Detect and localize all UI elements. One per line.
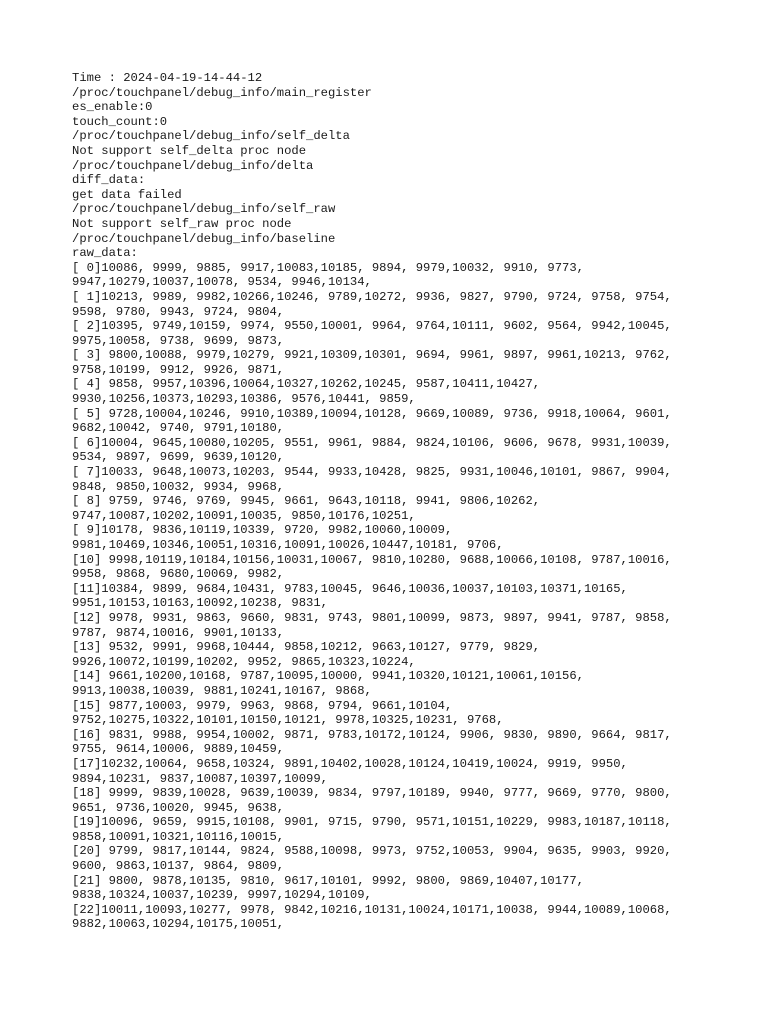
log-line: 9930,10256,10373,10293,10386, 9576,10441, 9859, — [72, 392, 416, 407]
log-line: /proc/touchpanel/debug_info/main_register — [72, 85, 372, 100]
log-line: [19]10096, 9659, 9915,10108, 9901, 9715, 9790, 9571,10151,10229, 9983,10187,10118, — [72, 815, 672, 830]
log-line: /proc/touchpanel/debug_info/baseline — [72, 231, 336, 246]
log-line: 9598, 9780, 9943, 9724, 9804, — [72, 304, 285, 319]
log-line: Not support self_delta proc node — [72, 143, 307, 158]
log-line: [ 3] 9800,10088, 9979,10279, 9921,10309,10301, 9694, 9961, 9897, 9961,10213, 9762, — [72, 348, 672, 363]
log-line: 9534, 9897, 9699, 9639,10120, — [72, 450, 285, 465]
log-line: 9858,10091,10321,10116,10015, — [72, 829, 285, 844]
log-line: [15] 9877,10003, 9979, 9963, 9868, 9794, 9661,10104, — [72, 698, 453, 713]
log-line: 9947,10279,10037,10078, 9534, 9946,10134, — [72, 275, 372, 290]
log-line: [17]10232,10064, 9658,10324, 9891,10402,10028,10124,10419,10024, 9919, 9950, — [72, 756, 628, 771]
log-line: /proc/touchpanel/debug_info/self_delta — [72, 129, 350, 144]
debug-log-document — [72, 71, 762, 932]
log-line: [ 4] 9858, 9957,10396,10064,10327,10262,10245, 9587,10411,10427, — [72, 377, 541, 392]
log-line: [16] 9831, 9988, 9954,10002, 9871, 9783,10172,10124, 9906, 9830, 9890, 9664, 9817, — [72, 727, 672, 742]
log-line: [22]10011,10093,10277, 9978, 9842,10216,10131,10024,10171,10038, 9944,10089,10068, — [72, 902, 672, 917]
log-line: [14] 9661,10200,10168, 9787,10095,10000, 9941,10320,10121,10061,10156, — [72, 669, 584, 684]
log-line: [ 1]10213, 9989, 9982,10266,10246, 9789,10272, 9936, 9827, 9790, 9724, 9758, 9754, — [72, 289, 672, 304]
log-line: [11]10384, 9899, 9684,10431, 9783,10045, 9646,10036,10037,10103,10371,10165, — [72, 581, 628, 596]
log-line: Time : 2024-04-19-14-44-12 — [72, 71, 263, 85]
log-line: 9838,10324,10037,10239, 9997,10294,10109, — [72, 888, 372, 903]
log-line: /proc/touchpanel/debug_info/delta — [72, 158, 314, 173]
log-line: 9787, 9874,10016, 9901,10133, — [72, 625, 285, 640]
log-line: 9975,10058, 9738, 9699, 9873, — [72, 333, 285, 348]
log-line: touch_count:0 — [72, 114, 168, 129]
log-line: 9651, 9736,10020, 9945, 9638, — [72, 800, 285, 815]
log-line: 9981,10469,10346,10051,10316,10091,10026,10447,10181, 9706, — [72, 538, 504, 552]
log-line: [13] 9532, 9991, 9968,10444, 9858,10212, 9663,10127, 9779, 9829, — [72, 640, 541, 655]
log-line: 9882,10063,10294,10175,10051, — [72, 917, 285, 932]
log-line: 9958, 9868, 9680,10069, 9982, — [72, 567, 285, 582]
log-line: [ 0]10086, 9999, 9885, 9917,10083,10185, 9894, 9979,10032, 9910, 9773, — [72, 260, 584, 275]
log-line: 9752,10275,10322,10101,10150,10121, 9978,10325,10231, 9768, — [72, 713, 504, 728]
log-line: [20] 9799, 9817,10144, 9824, 9588,10098, 9973, 9752,10053, 9904, 9635, 9903, 9920, — [72, 844, 672, 859]
log-line: [ 2]10395, 9749,10159, 9974, 9550,10001, 9964, 9764,10111, 9602, 9564, 9942,10045, — [72, 319, 672, 334]
log-line: [12] 9978, 9931, 9863, 9660, 9831, 9743, 9801,10099, 9873, 9897, 9941, 9787, 9858, — [72, 610, 672, 625]
log-line: es_enable:0 — [72, 100, 153, 115]
log-line: 9913,10038,10039, 9881,10241,10167, 9868, — [72, 683, 372, 698]
log-line: [ 9]10178, 9836,10119,10339, 9720, 9982,10060,10009, — [72, 523, 453, 538]
log-line: [ 5] 9728,10004,10246, 9910,10389,10094,10128, 9669,10089, 9736, 9918,10064, 9601, — [72, 406, 672, 421]
log-line: 9894,10231, 9837,10087,10397,10099, — [72, 771, 328, 786]
log-line: /proc/touchpanel/debug_info/self_raw — [72, 202, 336, 217]
log-line: 9755, 9614,10006, 9889,10459, — [72, 742, 285, 757]
log-line: [ 7]10033, 9648,10073,10203, 9544, 9933,10428, 9825, 9931,10046,10101, 9867, 9904, — [72, 465, 672, 480]
log-line: 9682,10042, 9740, 9791,10180, — [72, 421, 285, 436]
log-line: raw_data: — [72, 246, 138, 261]
log-line: [10] 9998,10119,10184,10156,10031,10067, 9810,10280, 9688,10066,10108, 9787,10016, — [72, 552, 672, 567]
log-line: 9926,10072,10199,10202, 9952, 9865,10323,10224, — [72, 654, 416, 669]
log-line: [18] 9999, 9839,10028, 9639,10039, 9834, 9797,10189, 9940, 9777, 9669, 9770, 9800, — [72, 786, 672, 801]
log-line: 9951,10153,10163,10092,10238, 9831, — [72, 596, 328, 611]
log-line: 9747,10087,10202,10091,10035, 9850,10176,10251, — [72, 508, 416, 523]
log-line: 9848, 9850,10032, 9934, 9968, — [72, 479, 285, 494]
log-line: [ 6]10004, 9645,10080,10205, 9551, 9961, 9884, 9824,10106, 9606, 9678, 9931,10039, — [72, 435, 672, 450]
log-line: [21] 9800, 9878,10135, 9810, 9617,10101, 9992, 9800, 9869,10407,10177, — [72, 873, 584, 888]
log-line: get data failed — [72, 187, 182, 202]
log-line: diff_data: — [72, 173, 146, 188]
log-line: 9758,10199, 9912, 9926, 9871, — [72, 362, 285, 377]
log-line: 9600, 9863,10137, 9864, 9809, — [72, 859, 285, 874]
log-line: Not support self_raw proc node — [72, 216, 292, 231]
log-line: [ 8] 9759, 9746, 9769, 9945, 9661, 9643,10118, 9941, 9806,10262, — [72, 494, 541, 509]
